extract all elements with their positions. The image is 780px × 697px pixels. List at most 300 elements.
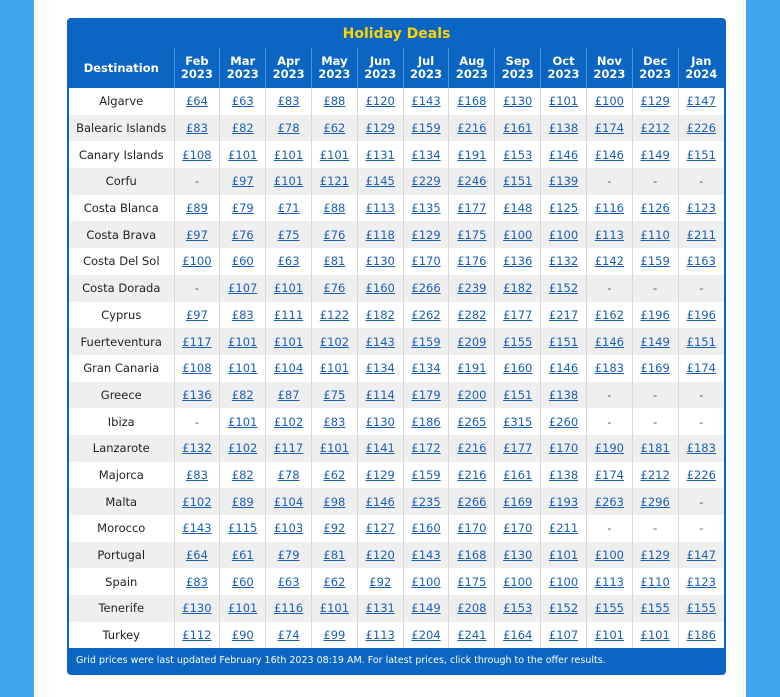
price-link[interactable]: £78	[277, 121, 300, 136]
price-link[interactable]: £296	[640, 494, 670, 509]
price-link[interactable]: £100	[548, 227, 579, 242]
price-link[interactable]: £183	[594, 361, 624, 376]
price-link[interactable]: £88	[323, 94, 346, 109]
price-link[interactable]: £159	[411, 467, 441, 482]
holiday-deals-panel	[67, 18, 726, 675]
price-link[interactable]: £212	[640, 467, 670, 482]
price-link[interactable]: £134	[365, 361, 395, 376]
price-link[interactable]: £63	[277, 574, 300, 589]
price-cell	[632, 568, 678, 595]
price-link[interactable]: £149	[411, 601, 441, 616]
price-cell	[311, 622, 357, 649]
price-cell	[174, 435, 220, 462]
price-link[interactable]: £101	[548, 94, 579, 109]
price-cell	[266, 195, 312, 222]
price-link[interactable]: £164	[503, 628, 533, 643]
destination-name: Cyprus	[69, 302, 174, 329]
price-cell	[174, 462, 220, 489]
price-link[interactable]: £112	[182, 628, 212, 643]
price-link[interactable]: £134	[411, 361, 441, 376]
price-link[interactable]: £146	[594, 147, 624, 162]
price-link[interactable]: £174	[686, 361, 716, 376]
price-link[interactable]: £161	[503, 467, 533, 482]
price-link[interactable]: £155	[640, 601, 670, 616]
price-link[interactable]: £151	[686, 147, 716, 162]
price-cell	[632, 221, 678, 248]
price-cell	[586, 88, 632, 115]
price-link[interactable]: £87	[277, 387, 300, 402]
price-link[interactable]: £127	[365, 521, 395, 536]
no-price-dash: -	[699, 281, 704, 296]
price-link[interactable]: £155	[503, 334, 533, 349]
table-row	[69, 275, 724, 302]
price-link[interactable]: £104	[273, 361, 304, 376]
price-link[interactable]: £83	[185, 574, 208, 589]
price-link[interactable]: £149	[640, 147, 670, 162]
price-link[interactable]: £175	[457, 574, 487, 589]
price-link[interactable]: £172	[411, 441, 441, 456]
price-link[interactable]: £159	[411, 334, 441, 349]
price-link[interactable]: £130	[182, 601, 212, 616]
price-link[interactable]: £100	[548, 574, 579, 589]
price-link[interactable]: £145	[365, 174, 395, 189]
price-link[interactable]: £208	[457, 601, 487, 616]
price-link[interactable]: £102	[182, 494, 212, 509]
price-cell	[220, 542, 266, 569]
price-link[interactable]: £83	[323, 414, 346, 429]
price-link[interactable]: £168	[457, 94, 487, 109]
month-header	[495, 48, 541, 88]
price-link[interactable]: £64	[185, 548, 208, 563]
price-link[interactable]: £122	[319, 307, 350, 322]
price-link[interactable]: £175	[457, 227, 487, 242]
header-row	[69, 48, 724, 88]
price-link[interactable]: £89	[185, 201, 208, 216]
price-cell	[586, 248, 632, 275]
price-link[interactable]: £82	[231, 387, 254, 402]
price-link[interactable]: £116	[594, 201, 624, 216]
price-link[interactable]: £130	[365, 254, 395, 269]
price-link[interactable]: £101	[640, 628, 670, 643]
price-link[interactable]: £110	[640, 574, 670, 589]
price-link[interactable]: £153	[503, 147, 533, 162]
price-link[interactable]: £75	[277, 227, 300, 242]
price-cell	[403, 221, 449, 248]
price-cell	[632, 542, 678, 569]
price-link[interactable]: £139	[548, 174, 579, 189]
price-link[interactable]: £101	[319, 441, 350, 456]
price-link[interactable]: £143	[411, 548, 441, 563]
price-link[interactable]: £83	[277, 94, 300, 109]
price-link[interactable]: £75	[323, 387, 346, 402]
price-link[interactable]: £100	[594, 94, 624, 109]
price-link[interactable]: £151	[686, 334, 716, 349]
price-link[interactable]: £103	[273, 521, 304, 536]
price-link[interactable]: £151	[503, 387, 533, 402]
price-cell	[541, 462, 587, 489]
price-link[interactable]: £130	[365, 414, 395, 429]
price-link[interactable]: £117	[273, 441, 304, 456]
price-link[interactable]: £169	[640, 361, 670, 376]
price-link[interactable]: £79	[277, 548, 300, 563]
price-link[interactable]: £76	[323, 281, 346, 296]
price-cell	[266, 115, 312, 142]
price-cell	[449, 542, 495, 569]
price-cell	[266, 88, 312, 115]
price-link[interactable]: £114	[365, 387, 395, 402]
price-link[interactable]: £113	[594, 227, 624, 242]
price-link[interactable]: £126	[640, 201, 670, 216]
table-row	[69, 115, 724, 142]
price-link[interactable]: £92	[323, 521, 346, 536]
price-link[interactable]: £81	[323, 548, 346, 563]
price-link[interactable]: £241	[457, 628, 487, 643]
price-cell	[449, 435, 495, 462]
price-link[interactable]: £101	[548, 548, 579, 563]
price-link[interactable]: £152	[548, 281, 579, 296]
price-link[interactable]: £162	[594, 307, 624, 322]
price-link[interactable]: £130	[503, 94, 533, 109]
price-link[interactable]: £129	[365, 467, 395, 482]
price-link[interactable]: £62	[323, 574, 346, 589]
price-link[interactable]: £123	[686, 201, 716, 216]
price-link[interactable]: £193	[548, 494, 579, 509]
price-link[interactable]: £120	[365, 94, 395, 109]
price-link[interactable]: £263	[594, 494, 624, 509]
price-link[interactable]: £217	[548, 307, 579, 322]
price-link[interactable]: £190	[594, 441, 624, 456]
price-link[interactable]: £100	[594, 548, 624, 563]
price-cell	[632, 115, 678, 142]
price-link[interactable]: £182	[365, 307, 395, 322]
price-link[interactable]: £229	[411, 174, 441, 189]
price-link[interactable]: £211	[548, 521, 579, 536]
price-link[interactable]: £113	[365, 201, 395, 216]
price-link[interactable]: £101	[319, 361, 350, 376]
price-link[interactable]: £129	[411, 227, 441, 242]
price-link[interactable]: £107	[228, 281, 258, 296]
price-link[interactable]: £174	[594, 121, 624, 136]
price-cell	[495, 408, 541, 435]
price-link[interactable]: £97	[231, 174, 254, 189]
price-link[interactable]: £143	[182, 521, 212, 536]
price-link[interactable]: £76	[323, 227, 346, 242]
price-link[interactable]: £149	[640, 334, 670, 349]
price-link[interactable]: £107	[548, 628, 579, 643]
price-cell	[632, 408, 678, 435]
price-link[interactable]: £101	[228, 361, 258, 376]
price-link[interactable]: £82	[231, 467, 254, 482]
price-link[interactable]: £183	[686, 441, 716, 456]
month-label: May	[321, 54, 348, 68]
table-header	[69, 48, 724, 88]
price-link[interactable]: £76	[231, 227, 254, 242]
price-link[interactable]: £115	[228, 521, 258, 536]
price-cell	[541, 168, 587, 195]
price-link[interactable]: £151	[503, 174, 533, 189]
price-cell	[632, 382, 678, 409]
price-link[interactable]: £88	[323, 201, 346, 216]
table-row	[69, 408, 724, 435]
price-link[interactable]: £163	[686, 254, 716, 269]
price-link[interactable]: £104	[273, 494, 304, 509]
table-row	[69, 168, 724, 195]
price-link[interactable]: £262	[411, 307, 441, 322]
price-link[interactable]: £120	[365, 548, 395, 563]
price-link[interactable]: £146	[365, 494, 395, 509]
price-link[interactable]: £101	[273, 174, 304, 189]
price-cell	[449, 515, 495, 542]
price-link[interactable]: £113	[594, 574, 624, 589]
price-cell	[266, 221, 312, 248]
price-cell	[266, 542, 312, 569]
price-link[interactable]: £62	[323, 467, 346, 482]
price-link[interactable]: £97	[185, 227, 208, 242]
price-link[interactable]: £152	[548, 601, 579, 616]
price-link[interactable]: £101	[273, 281, 304, 296]
price-link[interactable]: £177	[503, 307, 533, 322]
price-link[interactable]: £143	[411, 94, 441, 109]
price-link[interactable]: £130	[503, 548, 533, 563]
price-link[interactable]: £61	[231, 548, 254, 563]
table-row	[69, 382, 724, 409]
table-row	[69, 328, 724, 355]
price-link[interactable]: £170	[457, 521, 487, 536]
price-link[interactable]: £100	[182, 254, 212, 269]
price-cell	[586, 328, 632, 355]
price-link[interactable]: £265	[457, 414, 487, 429]
price-link[interactable]: £177	[503, 441, 533, 456]
price-link[interactable]: £170	[411, 254, 441, 269]
price-link[interactable]: £101	[319, 147, 350, 162]
price-link[interactable]: £315	[503, 414, 533, 429]
price-cell	[632, 488, 678, 515]
price-link[interactable]: £146	[548, 361, 579, 376]
price-link[interactable]: £147	[686, 548, 716, 563]
year-label: 2023	[318, 67, 351, 81]
price-link[interactable]: £159	[411, 121, 441, 136]
price-link[interactable]: £138	[548, 387, 579, 402]
price-link[interactable]: £90	[231, 628, 254, 643]
price-cell	[632, 462, 678, 489]
price-link[interactable]: £146	[548, 147, 579, 162]
price-link[interactable]: £64	[185, 94, 208, 109]
price-link[interactable]: £110	[640, 227, 670, 242]
price-link[interactable]: £63	[277, 254, 300, 269]
price-cell	[495, 115, 541, 142]
price-link[interactable]: £125	[548, 201, 579, 216]
table-row	[69, 248, 724, 275]
price-link[interactable]: £123	[686, 574, 716, 589]
price-link[interactable]: £141	[365, 441, 395, 456]
price-link[interactable]: £170	[548, 441, 579, 456]
price-link[interactable]: £216	[457, 121, 487, 136]
price-link[interactable]: £160	[411, 521, 441, 536]
price-link[interactable]: £209	[457, 334, 487, 349]
price-link[interactable]: £81	[323, 254, 346, 269]
price-link[interactable]: £177	[457, 201, 487, 216]
month-header	[541, 48, 587, 88]
price-link[interactable]: £216	[457, 467, 487, 482]
price-link[interactable]: £143	[365, 334, 395, 349]
price-link[interactable]: £101	[319, 601, 350, 616]
price-link[interactable]: £186	[411, 414, 441, 429]
price-link[interactable]: £101	[228, 414, 258, 429]
price-link[interactable]: £101	[594, 628, 624, 643]
price-link[interactable]: £226	[686, 121, 716, 136]
price-link[interactable]: £148	[503, 201, 533, 216]
price-link[interactable]: £100	[503, 227, 533, 242]
price-link[interactable]: £100	[411, 574, 441, 589]
price-link[interactable]: £113	[365, 628, 395, 643]
price-link[interactable]: £129	[640, 94, 670, 109]
price-link[interactable]: £101	[273, 334, 304, 349]
price-link[interactable]: £62	[323, 121, 346, 136]
price-link[interactable]: £108	[182, 361, 212, 376]
price-link[interactable]: £98	[323, 494, 346, 509]
price-link[interactable]: £136	[503, 254, 533, 269]
price-link[interactable]: £63	[231, 94, 254, 109]
price-link[interactable]: £266	[457, 494, 487, 509]
price-link[interactable]: £216	[457, 441, 487, 456]
price-link[interactable]: £131	[365, 147, 395, 162]
price-link[interactable]: £282	[457, 307, 487, 322]
price-link[interactable]: £191	[457, 361, 487, 376]
price-link[interactable]: £134	[411, 147, 441, 162]
price-link[interactable]: £147	[686, 94, 716, 109]
price-link[interactable]: £235	[411, 494, 441, 509]
price-link[interactable]: £204	[411, 628, 441, 643]
price-link[interactable]: £159	[640, 254, 670, 269]
price-link[interactable]: £100	[503, 574, 533, 589]
price-link[interactable]: £60	[231, 574, 254, 589]
price-link[interactable]: £102	[273, 414, 304, 429]
price-link[interactable]: £121	[319, 174, 350, 189]
price-link[interactable]: £146	[594, 334, 624, 349]
price-cell	[678, 168, 724, 195]
price-link[interactable]: £132	[548, 254, 579, 269]
no-price-dash: -	[607, 174, 612, 189]
price-link[interactable]: £170	[503, 521, 533, 536]
price-link[interactable]: £153	[503, 601, 533, 616]
price-link[interactable]: £169	[503, 494, 533, 509]
price-link[interactable]: £211	[686, 227, 716, 242]
price-link[interactable]: £155	[594, 601, 624, 616]
price-link[interactable]: £74	[277, 628, 300, 643]
price-cell	[403, 302, 449, 329]
price-link[interactable]: £97	[185, 307, 208, 322]
price-link[interactable]: £60	[231, 254, 254, 269]
price-link[interactable]: £89	[231, 494, 254, 509]
price-link[interactable]: £182	[503, 281, 533, 296]
price-link[interactable]: £101	[273, 147, 304, 162]
price-link[interactable]: £135	[411, 201, 441, 216]
price-cell	[541, 622, 587, 649]
price-link[interactable]: £200	[457, 387, 487, 402]
price-link[interactable]: £131	[365, 601, 395, 616]
price-cell	[678, 195, 724, 222]
price-link[interactable]: £191	[457, 147, 487, 162]
price-link[interactable]: £79	[231, 201, 254, 216]
price-link[interactable]: £174	[594, 467, 624, 482]
price-link[interactable]: £102	[228, 441, 258, 456]
price-cell	[311, 168, 357, 195]
price-link[interactable]: £83	[185, 121, 208, 136]
price-cell	[449, 382, 495, 409]
price-link[interactable]: £196	[640, 307, 670, 322]
price-link[interactable]: £138	[548, 467, 579, 482]
price-link[interactable]: £186	[686, 628, 716, 643]
price-cell	[495, 88, 541, 115]
price-cell	[403, 328, 449, 355]
price-link[interactable]: £168	[457, 548, 487, 563]
price-link[interactable]: £111	[273, 307, 304, 322]
price-cell	[541, 382, 587, 409]
price-link[interactable]: £83	[185, 467, 208, 482]
price-link[interactable]: £179	[411, 387, 441, 402]
price-link[interactable]: £266	[411, 281, 441, 296]
price-link[interactable]: £129	[365, 121, 395, 136]
price-link[interactable]: £239	[457, 281, 487, 296]
price-link[interactable]: £82	[231, 121, 254, 136]
price-link[interactable]: £101	[228, 147, 258, 162]
price-link[interactable]: £92	[369, 574, 392, 589]
price-link[interactable]: £160	[503, 361, 533, 376]
price-link[interactable]: £129	[640, 548, 670, 563]
price-link[interactable]: £101	[228, 601, 258, 616]
price-link[interactable]: £71	[277, 201, 300, 216]
price-link[interactable]: £226	[686, 467, 716, 482]
price-link[interactable]: £138	[548, 121, 579, 136]
price-link[interactable]: £160	[365, 281, 395, 296]
price-link[interactable]: £78	[277, 467, 300, 482]
price-link[interactable]: £161	[503, 121, 533, 136]
price-cell	[449, 115, 495, 142]
price-cell	[449, 88, 495, 115]
price-link[interactable]: £116	[273, 601, 304, 616]
price-link[interactable]: £118	[365, 227, 395, 242]
price-link[interactable]: £155	[686, 601, 716, 616]
price-link[interactable]: £136	[182, 387, 212, 402]
price-link[interactable]: £99	[323, 628, 346, 643]
price-link[interactable]: £176	[457, 254, 487, 269]
price-link[interactable]: £108	[182, 147, 212, 162]
price-cell	[174, 568, 220, 595]
table-row	[69, 488, 724, 515]
price-cell	[403, 355, 449, 382]
price-cell	[678, 408, 724, 435]
price-link[interactable]: £246	[457, 174, 487, 189]
price-link[interactable]: £181	[640, 441, 670, 456]
price-cell	[266, 141, 312, 168]
price-link[interactable]: £142	[594, 254, 624, 269]
price-link[interactable]: £83	[231, 307, 254, 322]
price-link[interactable]: £117	[182, 334, 212, 349]
price-cell	[403, 542, 449, 569]
price-link[interactable]: £101	[228, 334, 258, 349]
price-link[interactable]: £212	[640, 121, 670, 136]
price-cell	[403, 595, 449, 622]
price-link[interactable]: £196	[686, 307, 716, 322]
price-link[interactable]: £260	[548, 414, 579, 429]
price-cell	[678, 488, 724, 515]
price-link[interactable]: £102	[319, 334, 350, 349]
price-link[interactable]: £132	[182, 441, 212, 456]
month-label: Nov	[596, 54, 622, 68]
panel-title: Holiday Deals	[342, 26, 451, 42]
content-card	[38, 0, 742, 697]
price-link[interactable]: £151	[548, 334, 579, 349]
